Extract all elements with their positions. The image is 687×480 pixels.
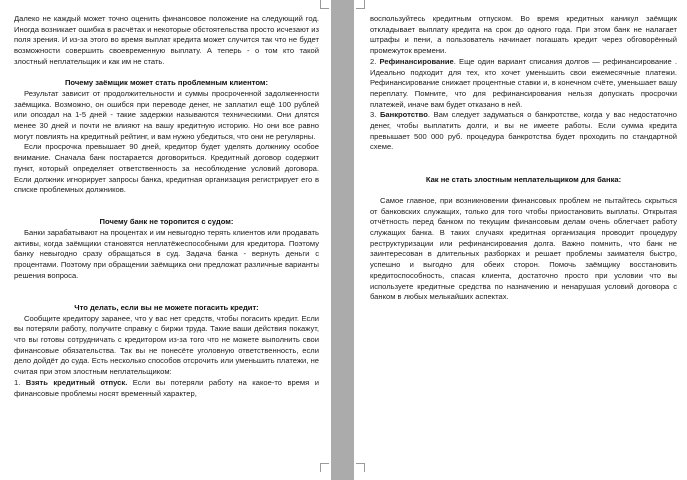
list-item-text: . Вам следует задуматься о банкротстве, когда у вас недостаточно денег, чтобы выплатить долги, и вы не имеете работы. Если сумма кредита превышает 500 000 руб. процедура банкротства будет проходить по стандартной схеме. xyxy=(370,110,677,152)
list-item-credit-holiday xyxy=(14,378,319,399)
page-corner-marker xyxy=(320,463,329,472)
document-page-right xyxy=(354,0,687,480)
heading-bank-court: Почему банк не торопится с судом: xyxy=(99,217,234,227)
list-item-refinancing xyxy=(370,57,677,111)
list-item-title: Банкротство xyxy=(379,110,428,120)
list-item-text: Если вы потеряли работу на какое-то время и финансовые проблемы носят временный характер, xyxy=(14,377,319,398)
heading-not-become-defaulter: Как не стать злостным неплательщиком для банка: xyxy=(425,174,622,184)
document-page-left xyxy=(0,0,331,480)
paragraph-main-advice: Самое главное, при возникновении финансовых проблем не пытайтесь скрыться от банковских служащих, только для того чтобы приостановить выплаты. Открытая отчётность перед банком по текущим финансовым делам очень облегчает работу служащих банка. В таких случаях кредитная организация проводит процедуру реструктуризации или рефинансирования долга. Важно помнить, что банк не заинтересован в длительных разборках и решает проблемы заимателя быстро, успешно и выгодно для обеих сторон. Помочь заёмщику восстановить кредитоспособность, спасая клиента, достаточно просто при условии что вы используете кредитные средства по назначению и ненарушая условий договора с банком в любых мелькайших аспектах. xyxy=(370,195,677,302)
list-item-bankruptcy xyxy=(370,110,677,153)
list-number: 2. xyxy=(370,56,377,66)
list-number: 1. xyxy=(14,377,21,387)
page-corner-marker xyxy=(356,463,365,472)
intro-paragraph: Далеко не каждый может точно оценить финансовое положение на следующий год. Иногда возникает ошибка в расчётах и некоторые обстоятельства просто исчезают из поля зрения. И из-за этого во время выплат кредита может случится так что не будет возможности совершить своевременную выплату. А теперь - о том кто такой злостный неплательщик и как им не стать. xyxy=(14,14,319,66)
list-item-text: . Еще один вариант списания долгов — рефинансирование . Идеально подходит для тех, кто хочет уменьшить свои ежемесячные платежи. Рефинансирование снижает процентные ставки и, в конечном счёте, уменьшает вашу переплату. Помните, что для рефинансирования нельзя допускать просрочки платежей, иначе вам будет отказано в ней. xyxy=(370,56,677,109)
paragraph-inform-creditor: Сообщите кредитору заранее, что у вас нет средств, чтобы погасить кредит. Если вы потеряли работу, получите справку с биржи труда. Такие ваши действия покажут, что вы готовы сотрудничать с кредитором из-за того что не можете выполнить свои финансовые обязательства. Так вы не понесёте уголовную ответственность, если дело дойдёт до суда. Есть несколько способов отсрочить или уменьшить платежи, не считая при этом злостным неплательщиком: xyxy=(14,313,319,377)
paragraph-overdue-90: Если просрочка превышает 90 дней, кредитор будет уделять должнику особое внимание. Сначала банк постарается договориться. Кредитный договор содержит пункт, который определяет ответственность за несоблюдение условий договора. Если должник игнорирует запросы банка, кредитная организация регистрирует его в списке проблемных должников. xyxy=(14,142,319,195)
list-item-title: Взять кредитный отпуск. xyxy=(25,377,128,387)
list-number: 3. xyxy=(370,110,377,120)
page-corner-marker xyxy=(356,0,365,9)
page-corner-marker xyxy=(320,0,329,9)
list-item-title: Рефинансирование xyxy=(379,56,454,66)
paragraph-banks-earn: Банки зарабатывают на процентах и им невыгодно терять клиентов или продавать активы, когда заёмщики становятся неплатёжеспособными для кредитора. Поэтому банку невыгодно сразу обращаться в суд. Задача банка - вернуть деньги с процентами. Поэтому при обращении заёмщика они предложат различные варианты решения вопроса. xyxy=(14,228,319,280)
paragraph-result: Результат зависит от продолжительности и суммы просроченной задолженности заёмщика. Возможно, он ошибся при переводе денег, не заплатил ещё 100 рублей или опоздал на 1-5 дней - такие задержки называются техническими. Они длятся менее 30 дней и почти не влияют на вашу кредитную историю. Но они все равно могут повлиять на кредитный рейтинг, и вам нужно убедиться, что они не регулярны. xyxy=(14,88,319,141)
paragraph-credit-holiday-cont: воспользуйтесь кредитным отпуском. Во время кредитных каникул заёмщик откладывает выплату кредита на срок до одного года. При этом банк не налагает штрафы и пени, а пользователь начинает погашать кредит через обговорённый промежуток времени. xyxy=(370,14,677,56)
heading-problem-client: Почему заёмщик может стать проблемным клиентом: xyxy=(64,78,269,88)
heading-cannot-repay: Что делать, если вы не можете погасить кредит: xyxy=(74,302,259,312)
